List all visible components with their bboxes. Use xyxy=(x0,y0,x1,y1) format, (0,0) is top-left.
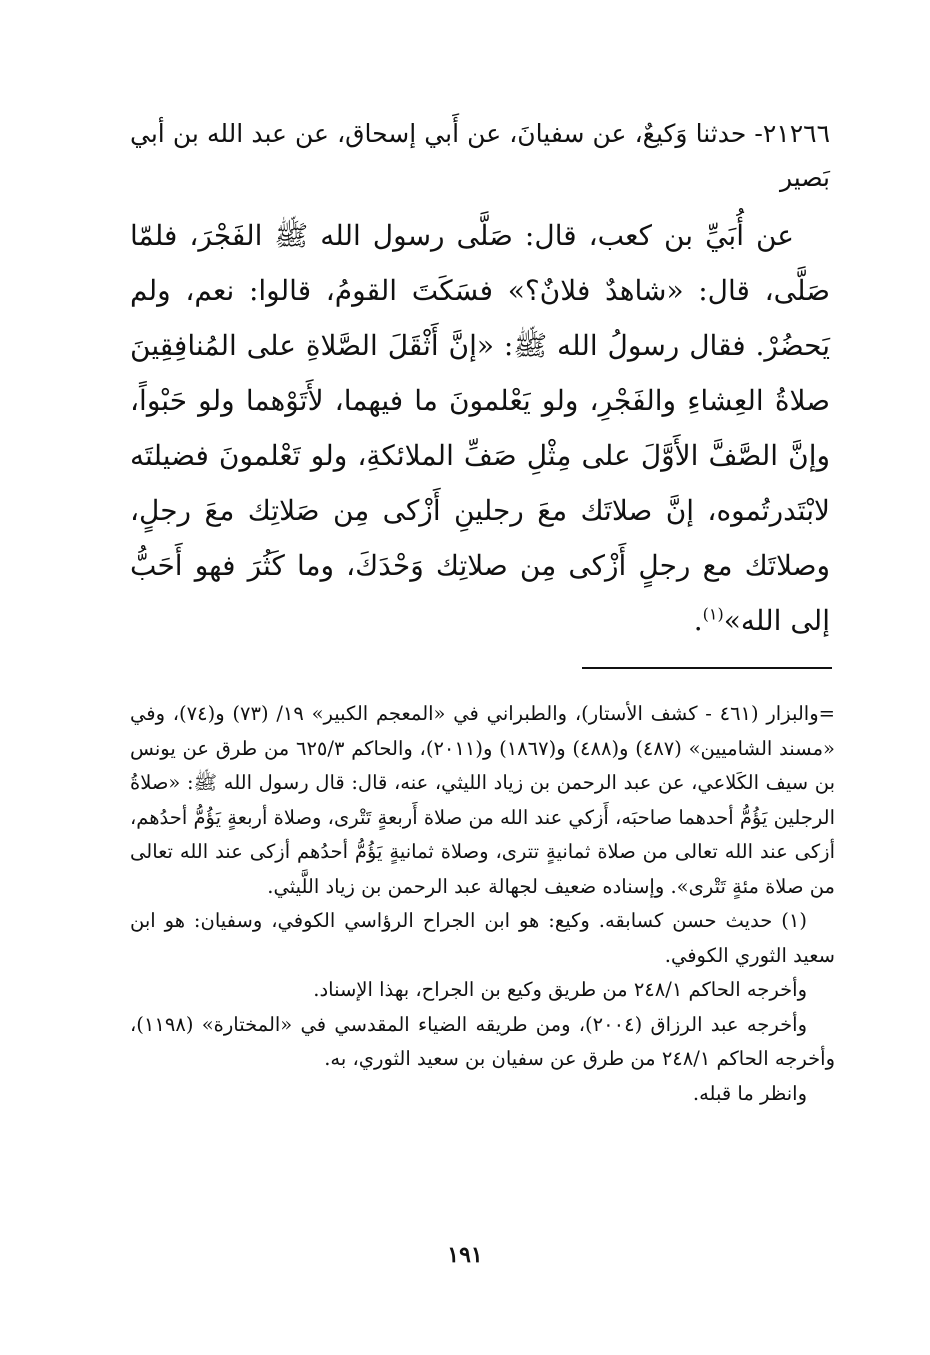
hadith-isnad-header: ٢١٢٦٦- حدثنا وَكيعٌ، عن سفيانَ، عن أَبي إسحاق، عن عبد الله بن أبي بَصير xyxy=(130,119,830,192)
footnote-1-see-also: وانظر ما قبله. xyxy=(692,1081,807,1105)
footnote-1: (١) حديث حسن كسابقه. وكيع: هو ابن الجراح الرؤاسي الكوفي، وسفيان: هو ابن سعيد الثوري الكوفي. xyxy=(130,909,835,967)
footnote-1-hakim: وأخرجه الحاكم ٢٤٨/١ من طريق وكيع بن الجراح، بهذا الإسناد. xyxy=(313,978,807,1001)
hadith-end-punctuation: . xyxy=(693,604,703,637)
footnote-continuation: =والبزار (٤٦١ - كشف الأستار)، والطبراني في «المعجم الكبير» ١٩/ (٧٣) و(٧٤)، وفي «مسند الشاميين» (٤٨٧) و(٤٨٨) و(١٨٦٧) و(٢٠١١)، والحاكم ٦٢٥/٣ من طرق عن يونس بن سيف الكَلاعي، عن عبد الرحمن بن زياد الليثي، عنه، قال: قال رسول الله ﷺ: «صلاةُ الرجلين يَؤُمُّ أحدهما صاحبَه، أَزكي عند الله من صلاة أَربعةٍ تَتْرى، وصلاة أربعةٍ يَؤُمُّ أحدُهم، أزكى عند الله تعالى من صلاة ثمانيةٍ تترى، وصلاة ثمانيةٍ يَؤُمُّ أحدُهم أزكى عند الله تعالى من صلاة مئةٍ تَتْرى». وإسناده ضعيف لجهالة عبد الرحمن بن زياد اللَّيثي. xyxy=(130,702,835,898)
footnote-divider xyxy=(582,667,832,669)
page-number: ١٩١ xyxy=(447,1242,483,1268)
footnote-marker[interactable]: (١) xyxy=(702,604,724,624)
footnote-1-abdurrazzaq: وأخرجه عبد الرزاق (٢٠٠٤)، ومن طريقه الضياء المقدسي في «المختارة» (١١٩٨)، وأخرجه الحاكم ٢٤٨/١ من طرق عن سفيان بن سعيد الثوري، به. xyxy=(130,1012,835,1070)
hadith-matn xyxy=(130,208,830,648)
hadith-text xyxy=(130,208,830,648)
hadith-body-text: عن أُبَيِّ بن كعب، قال: صَلَّى رسول الله ﷺ الفَجْرَ، فلمّا صَلَّى، قال: «شاهدٌ فلانٌ؟» فسَكَتَ القومُ، قالوا: نعم، ولم يَحضُرْ. فقال رسولُ الله ﷺ: «إنَّ أَثْقَلَ الصَّلاةِ على المُنافِقِينَ صلاةُ العِشاءِ والفَجْرِ، ولو يَعْلمونَ ما فيهما، لأَتَوْهما ولو حَبْواً، وإنَّ الصَّفَّ الأَوَّلَ على مِثْلِ صَفِّ الملائكةِ، ولو تَعْلمونَ فضيلتَه لابْتَدرتُموه، إنَّ صلاتَك معَ رجلينِ أَزْكى مِن صَلاتِك معَ رجلٍ، وصلاتَك مع رجلٍ أَزْكى مِن صلاتِك وَحْدَكَ، وما كَثُرَ فهو أَحَبُّ إلى الله» xyxy=(130,219,830,637)
footnotes-section xyxy=(130,697,835,1111)
